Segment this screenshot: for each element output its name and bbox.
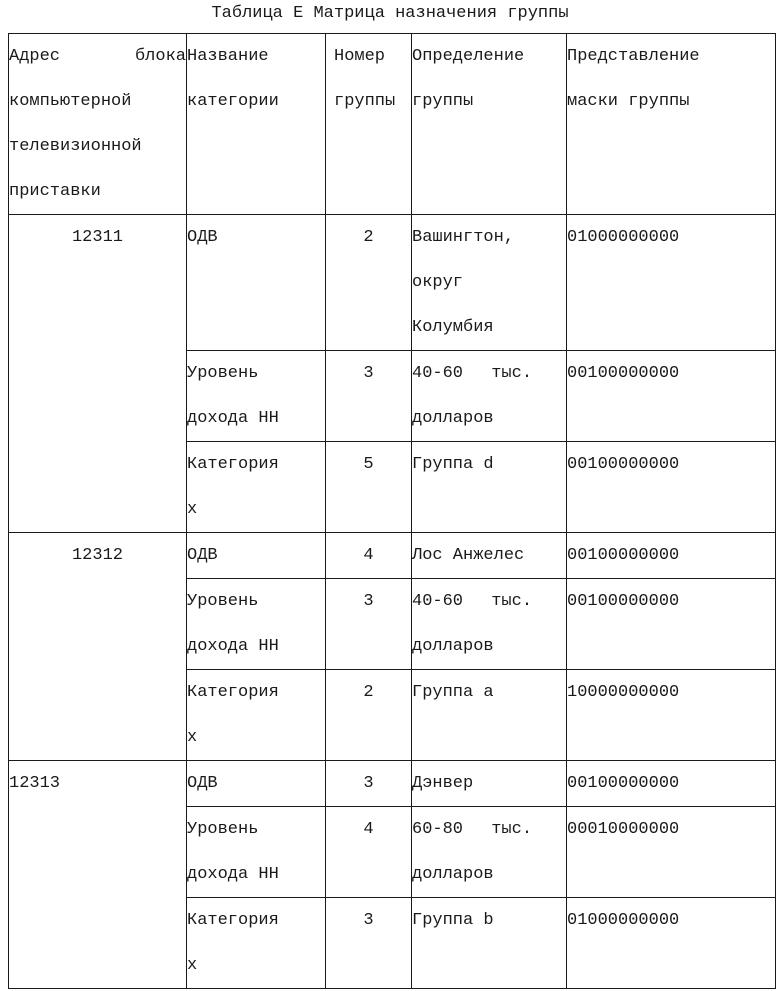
category-line: Категория: [187, 911, 279, 930]
group-definition: [412, 533, 567, 579]
stb-address: 12311: [9, 215, 187, 533]
category-name: [187, 807, 326, 898]
group-mask: 00100000000: [567, 579, 776, 670]
group-number: 3: [326, 351, 412, 442]
category-line: x: [187, 500, 198, 519]
stb-address: 12312: [9, 533, 187, 761]
category-line: Категория: [187, 455, 279, 474]
group-number: 3: [326, 761, 412, 807]
definition-line: долларов: [412, 865, 494, 884]
group-mask: 10000000000: [567, 670, 776, 761]
group-number: 2: [326, 670, 412, 761]
category-line: ОДВ: [187, 546, 218, 565]
definition-line: долларов: [412, 637, 494, 656]
category-line: x: [187, 728, 198, 747]
group-number: 5: [326, 442, 412, 533]
header-mask-line: Представление: [567, 47, 700, 66]
header-address-line: компьютерной: [9, 92, 132, 111]
category-line: Уровень: [187, 592, 259, 611]
definition-line: Вашингтон,: [412, 228, 515, 247]
definition-line: 40-60 тыс.: [412, 364, 533, 383]
header-definition: [412, 34, 567, 215]
group-number: 3: [326, 898, 412, 989]
header-number-line: группы: [334, 92, 396, 111]
definition-line: 60-80 тыс.: [412, 820, 533, 839]
group-mask: 01000000000: [567, 898, 776, 989]
header-address-word: Адрес: [9, 47, 61, 66]
definition-line: округ: [412, 273, 464, 292]
group-number: 4: [326, 533, 412, 579]
group-mask: 00100000000: [567, 533, 776, 579]
header-address: [9, 34, 187, 215]
category-name: [187, 351, 326, 442]
group-definition: [412, 807, 567, 898]
category-line: дохода НН: [187, 865, 279, 884]
table-row: [9, 533, 776, 579]
category-name: [187, 579, 326, 670]
header-row: [9, 34, 776, 215]
group-definition: [412, 351, 567, 442]
category-line: дохода НН: [187, 409, 279, 428]
group-mask: 00100000000: [567, 351, 776, 442]
group-definition: [412, 761, 567, 807]
group-number: 3: [326, 579, 412, 670]
group-mask: 01000000000: [567, 215, 776, 351]
category-name: [187, 898, 326, 989]
category-name: [187, 442, 326, 533]
definition-line: Группа d: [412, 455, 494, 474]
category-name: [187, 670, 326, 761]
group-number: 2: [326, 215, 412, 351]
category-line: Уровень: [187, 820, 259, 839]
header-number-line: Номер: [334, 47, 386, 66]
header-category: [187, 34, 326, 215]
definition-line: Дэнвер: [412, 774, 474, 793]
header-definition-line: группы: [412, 92, 474, 111]
header-definition-line: Определение: [412, 47, 525, 66]
header-address-line: приставки: [9, 182, 101, 201]
header-address-word: блока: [134, 47, 186, 66]
category-name: [187, 533, 326, 579]
group-number: 4: [326, 807, 412, 898]
definition-line: Лос Анжелес: [412, 546, 525, 565]
category-line: ОДВ: [187, 228, 218, 247]
table-row: [9, 215, 776, 351]
group-definition: [412, 215, 567, 351]
table-row: [9, 761, 776, 807]
header-category-line: категории: [187, 92, 279, 111]
group-assignment-table: [8, 33, 776, 989]
category-line: x: [187, 956, 198, 975]
definition-line: Колумбия: [412, 318, 494, 337]
header-address-line: телевизионной: [9, 137, 142, 156]
category-name: [187, 761, 326, 807]
definition-line: долларов: [412, 409, 494, 428]
header-mask-line: маски группы: [567, 92, 690, 111]
group-definition: [412, 670, 567, 761]
table-title: Таблица E Матрица назначения группы: [211, 4, 569, 23]
header-mask: [567, 34, 776, 215]
group-definition: [412, 442, 567, 533]
category-line: Уровень: [187, 364, 259, 383]
category-line: ОДВ: [187, 774, 218, 793]
definition-line: Группа a: [412, 683, 494, 702]
group-mask: 00100000000: [567, 761, 776, 807]
group-definition: [412, 579, 567, 670]
group-mask: 00010000000: [567, 807, 776, 898]
definition-line: Группа b: [412, 911, 494, 930]
category-line: Категория: [187, 683, 279, 702]
header-category-line: Название: [187, 47, 269, 66]
group-mask: 00100000000: [567, 442, 776, 533]
category-line: дохода НН: [187, 637, 279, 656]
stb-address: 12313: [9, 761, 187, 989]
header-number: [326, 34, 412, 215]
group-definition: [412, 898, 567, 989]
category-name: [187, 215, 326, 351]
definition-line: 40-60 тыс.: [412, 592, 533, 611]
